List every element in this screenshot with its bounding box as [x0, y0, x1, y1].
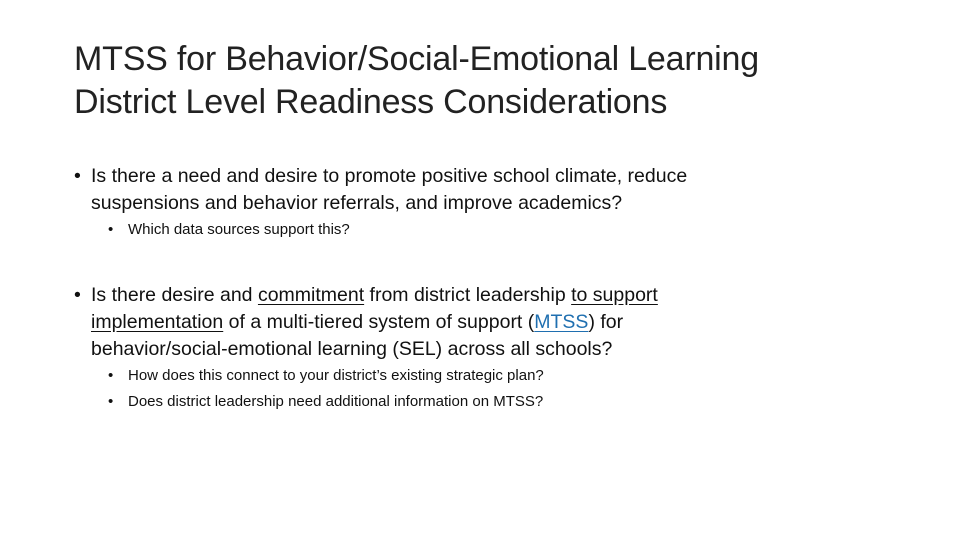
slide-title: [74, 38, 914, 124]
sub-bullet-strategic-plan: [108, 365, 728, 387]
bullet-dot: •: [108, 393, 114, 410]
underlined-to-support: to support: [571, 284, 658, 306]
bullet-dot: •: [108, 367, 114, 384]
title-line-2: District Level Readiness Considerations: [74, 83, 668, 121]
bullet-dot: •: [74, 284, 81, 306]
sub-bullet-text: Does district leadership need additional information on MTSS?: [128, 393, 544, 410]
bullet-text: [91, 163, 774, 217]
sub-bullet-additional-info: [108, 391, 728, 413]
sub-bullet-text: How does this connect to your district’s existing strategic plan?: [128, 367, 544, 384]
mtss-link[interactable]: MTSS: [534, 311, 589, 333]
bullet-commitment: [74, 282, 774, 363]
sub-bullet-text: Which data sources support this?: [128, 221, 350, 238]
text-run: ) for: [588, 311, 624, 333]
text-run: Is there desire and: [91, 284, 258, 306]
bullet-line: [91, 282, 774, 309]
bullet-line: [91, 309, 774, 336]
title-line-1: MTSS for Behavior/Social-Emotional Learning: [74, 40, 759, 78]
sub-bullet-data-sources: [108, 219, 728, 241]
bullet-line: suspensions and behavior referrals, and improve academics?: [91, 192, 623, 214]
bullet-line: Is there a need and desire to promote positive school climate, reduce: [91, 165, 688, 187]
bullet-text: [91, 282, 774, 363]
text-run: of a multi-tiered system of support (: [223, 311, 535, 333]
text-run: from district leadership: [364, 284, 572, 306]
underlined-implementation: implementation: [91, 311, 224, 333]
bullet-line: behavior/social-emotional learning (SEL) across all schools?: [91, 338, 613, 360]
underlined-commitment: commitment: [257, 284, 365, 306]
bullet-dot: •: [74, 165, 81, 187]
bullet-dot: •: [108, 221, 114, 238]
bullet-need-and-desire: [74, 163, 774, 217]
